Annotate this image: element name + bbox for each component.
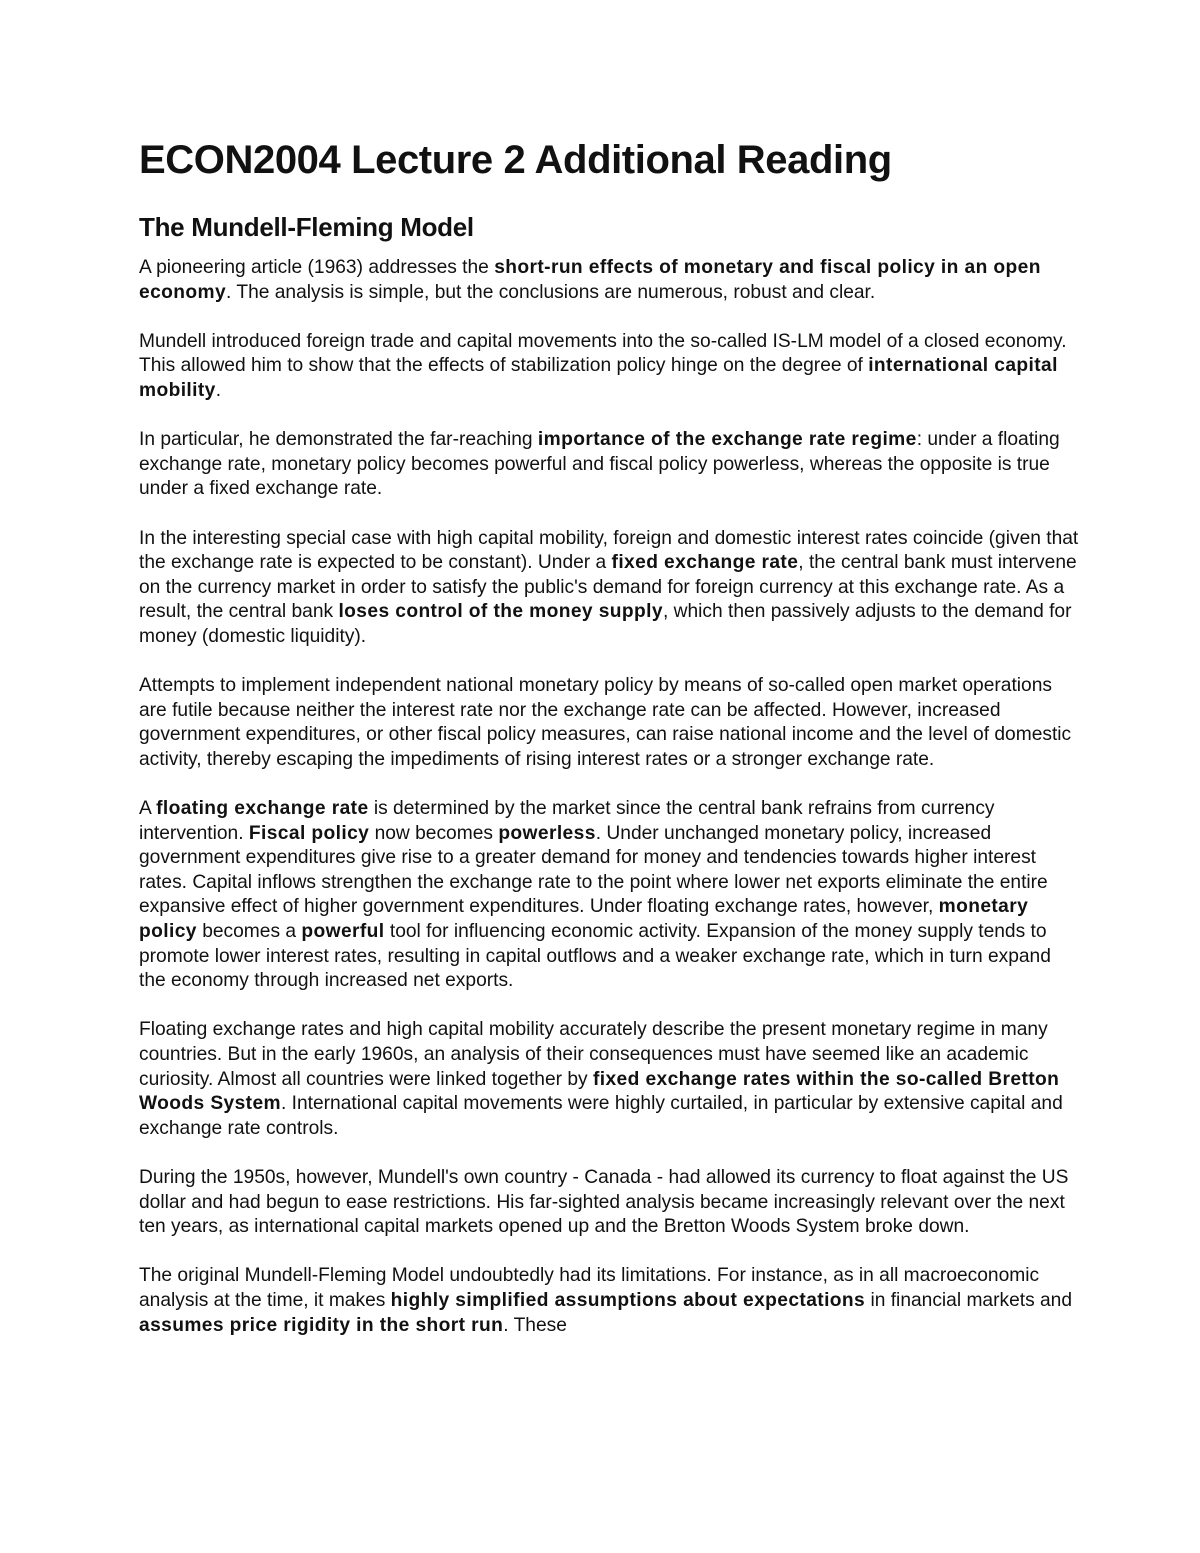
body-text: is determined by the market since the central bank refrains from currency intervention. xyxy=(139,798,995,844)
body-text: . The analysis is simple, but the conclusions are numerous, robust and clear. xyxy=(226,281,876,303)
emphasis-text: assumes price rigidity in the short run xyxy=(139,1314,504,1336)
body-text: Attempts to implement independent national monetary policy by means of so-called open market operations are futile because neither the interest rate nor the exchange rate can be affected. However, increased government expenditures, or other fiscal policy measures, can raise national income and the level of domestic activity, thereby escaping the impediments of rising interest rates or a stronger exchange rate. xyxy=(139,675,1072,770)
body-text: tool for influencing economic activity. Expansion of the money supply tends to promote lower interest rates, resulting in capital outflows and a weaker exchange rate, which in turn expand the economy through increased net exports. xyxy=(139,921,1051,992)
paragraph xyxy=(139,1166,1079,1240)
emphasis-text: short-run effects of monetary and fiscal policy in an open economy xyxy=(139,257,1041,303)
emphasis-text: international capital mobility xyxy=(139,355,1058,401)
body-text: , the central bank must intervene on the currency market in order to satisfy the public's demand for foreign currency at this exchange rate. As a result, the central bank xyxy=(139,552,1077,623)
emphasis-text: powerless xyxy=(498,822,596,844)
body-text: . Under unchanged monetary policy, increased government expenditures give rise to a greater demand for money and tendencies towards higher interest rates. Capital inflows strengthen the exchange rate to the point where lower net exports eliminate the entire expansive effect of higher government expenditures. Under floating exchange rates, however, xyxy=(139,822,1048,918)
section-heading: The Mundell-Fleming Model xyxy=(139,212,474,242)
body-text: becomes a xyxy=(196,921,302,943)
paragraph xyxy=(139,1018,1079,1141)
document-title: ECON2004 Lecture 2 Additional Reading xyxy=(139,138,892,182)
emphasis-text: importance of the exchange rate regime xyxy=(537,429,917,451)
document-page xyxy=(139,130,1079,1363)
emphasis-text: highly simplified assumptions about expectations xyxy=(390,1289,866,1311)
emphasis-text: fixed exchange rate xyxy=(611,552,799,574)
body-text: Mundell introduced foreign trade and capital movements into the so-called IS-LM model of a closed economy. This allowed him to show that the effects of stabilization policy hinge on the degree of xyxy=(139,330,1067,377)
body-text: : under a floating exchange rate, monetary policy becomes powerful and fiscal policy powerless, whereas the opposite is true under a fixed exchange rate. xyxy=(139,429,1060,500)
paragraph xyxy=(139,797,1079,994)
emphasis-text: monetary policy xyxy=(139,896,1029,943)
emphasis-text: loses control of the money supply xyxy=(338,601,663,623)
body-text: . xyxy=(215,379,222,401)
emphasis-text: fixed exchange rates within the so-called Bretton Woods System xyxy=(139,1068,1060,1115)
body-text: In particular, he demonstrated the far-reaching xyxy=(139,429,538,451)
emphasis-text: Fiscal policy xyxy=(248,822,370,844)
paragraph xyxy=(139,256,1079,305)
paragraph xyxy=(139,674,1079,772)
paragraph xyxy=(139,330,1079,404)
body-text: now becomes xyxy=(369,822,499,844)
emphasis-text: powerful xyxy=(301,921,385,943)
body-text: in financial markets and xyxy=(865,1289,1073,1311)
paragraph xyxy=(139,428,1079,502)
body-text: Floating exchange rates and high capital mobility accurately describe the present monetary regime in many countries. But in the early 1960s, an analysis of their consequences must have seemed like an academic curiosity. Almost all countries were linked together by xyxy=(139,1019,1048,1090)
body-text: . International capital movements were highly curtailed, in particular by extensive capital and exchange rate controls. xyxy=(139,1093,1063,1139)
body-text: The original Mundell-Fleming Model undoubtedly had its limitations. For instance, as in all macroeconomic analysis at the time, it makes xyxy=(139,1265,1040,1311)
paragraph xyxy=(139,1264,1079,1338)
emphasis-text: floating exchange rate xyxy=(156,798,369,820)
body-text: In the interesting special case with high capital mobility, foreign and domestic interest rates coincide (given that the exchange rate is expected to be constant). Under a xyxy=(139,527,1079,574)
paragraph xyxy=(139,527,1079,650)
document-body xyxy=(139,256,1079,1338)
body-text: , which then passively adjusts to the demand for money (domestic liquidity). xyxy=(139,601,1072,647)
body-text: During the 1950s, however, Mundell's own country - Canada - had allowed its currency to float against the US dollar and had begun to ease restrictions. His far-sighted analysis became increasingly relevant over the next ten years, as international capital markets opened up and the Bretton Woods System broke down. xyxy=(139,1166,1069,1238)
body-text: A pioneering article (1963) addresses the xyxy=(139,257,495,278)
body-text: A xyxy=(139,798,157,820)
body-text: . These xyxy=(503,1314,567,1336)
